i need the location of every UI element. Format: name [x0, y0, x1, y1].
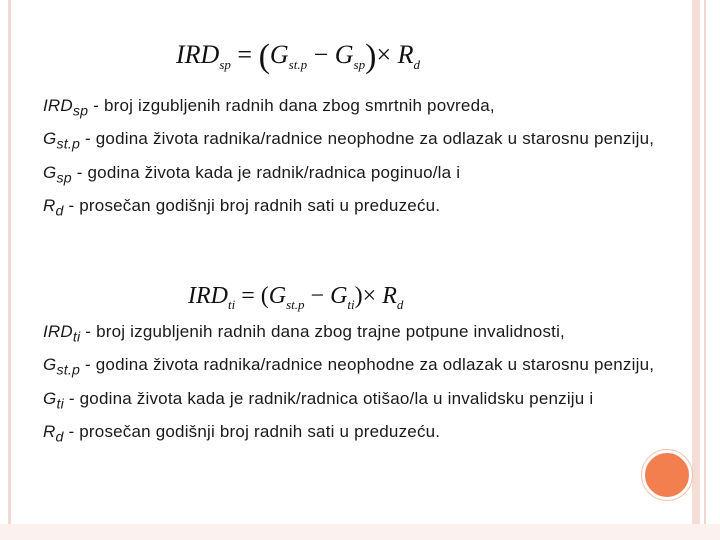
formula-minus: −	[313, 40, 329, 69]
definition-line	[43, 355, 683, 380]
definition-text: - godina života kada je radnik/radnica otišao/la u invalidsku penziju i	[63, 388, 594, 408]
formula-minus: −	[310, 283, 325, 309]
definitions-ird-sp	[43, 96, 683, 230]
definition-text: - godina života kada je radnik/radnica poginuo/la i	[71, 162, 461, 182]
slide-frame-left	[8, 0, 11, 540]
definition-text: - broj izgubljenih radnih dana zbog smrtnih povreda,	[88, 96, 495, 115]
definition-symbol: G	[43, 162, 57, 182]
definition-symbol-sub: sp	[56, 170, 72, 187]
definition-line	[43, 163, 683, 188]
formula-term-r: R	[382, 283, 397, 309]
formula-lhs: IRD	[176, 40, 220, 69]
definition-symbol: G	[43, 129, 57, 149]
definition-text: - broj izgubljenih radnih dana zbog trajne potpune invalidnosti,	[80, 322, 565, 341]
definition-symbol: G	[43, 355, 57, 375]
formula-term-g2-sub: ti	[347, 297, 355, 312]
formula-times: ×	[362, 283, 377, 309]
formula-term-g1: G	[269, 40, 289, 69]
formula-close-paren: )	[354, 283, 363, 309]
formula-lhs-sub: ti	[227, 297, 236, 312]
definition-text: - prosečan godišnji broj radnih sati u preduzeću.	[63, 422, 441, 442]
definition-text: - godina života radnika/radnice neophodne za odlazak u starosnu penziju,	[80, 129, 655, 149]
definition-symbol-sub: d	[55, 429, 64, 446]
definition-line	[43, 196, 683, 221]
formula-term-g1-sub: st.p	[288, 57, 308, 72]
formula-lhs-sub: sp	[219, 57, 231, 72]
formula-times: ×	[376, 40, 392, 69]
formula-equals: =	[237, 40, 253, 69]
definition-symbol-sub: st.p	[56, 136, 81, 153]
formula-open-paren: (	[258, 38, 270, 75]
definition-symbol-sub: st.p	[56, 362, 81, 379]
definition-text: - prosečan godišnji broj radnih sati u preduzeću.	[63, 196, 441, 216]
definition-symbol: R	[43, 422, 56, 442]
definition-line	[43, 389, 683, 414]
definition-line	[43, 322, 683, 347]
definition-symbol-sub: sp	[72, 103, 89, 120]
definition-symbol-sub: ti	[56, 396, 64, 413]
formula-term-g1-sub: st.p	[286, 297, 305, 312]
slide-frame-bottom	[0, 524, 720, 540]
decorative-circle	[642, 450, 692, 500]
definitions-ird-ti	[43, 322, 683, 456]
definition-line	[43, 129, 683, 154]
slide-frame-right	[692, 0, 700, 540]
definition-text: - godina života radnika/radnice neophodne za odlazak u starosnu penziju,	[80, 355, 655, 375]
definition-symbol: IRD	[43, 96, 73, 115]
formula-term-g2: G	[334, 40, 354, 69]
definition-symbol: G	[43, 388, 57, 408]
formula-close-paren: )	[365, 38, 377, 75]
formula-term-r-sub: d	[396, 297, 404, 312]
definition-symbol-sub: ti	[72, 329, 81, 346]
definition-line	[43, 422, 683, 447]
formula-lhs: IRD	[188, 283, 228, 309]
formula-open-paren: (	[260, 283, 269, 309]
definition-symbol-sub: d	[55, 203, 64, 220]
formula-term-r-sub: d	[413, 57, 420, 72]
formula-term-r: R	[397, 40, 414, 69]
formula-ird-sp	[176, 38, 420, 76]
formula-term-g2-sub: sp	[353, 57, 366, 72]
slide-frame-right-inner	[704, 0, 706, 540]
formula-equals: =	[241, 283, 255, 309]
formula-ird-ti	[188, 283, 403, 313]
definition-symbol: R	[43, 196, 56, 216]
definition-symbol: IRD	[43, 322, 73, 341]
definition-line	[43, 96, 683, 121]
formula-term-g2: G	[330, 283, 348, 309]
formula-term-g1: G	[268, 283, 287, 309]
